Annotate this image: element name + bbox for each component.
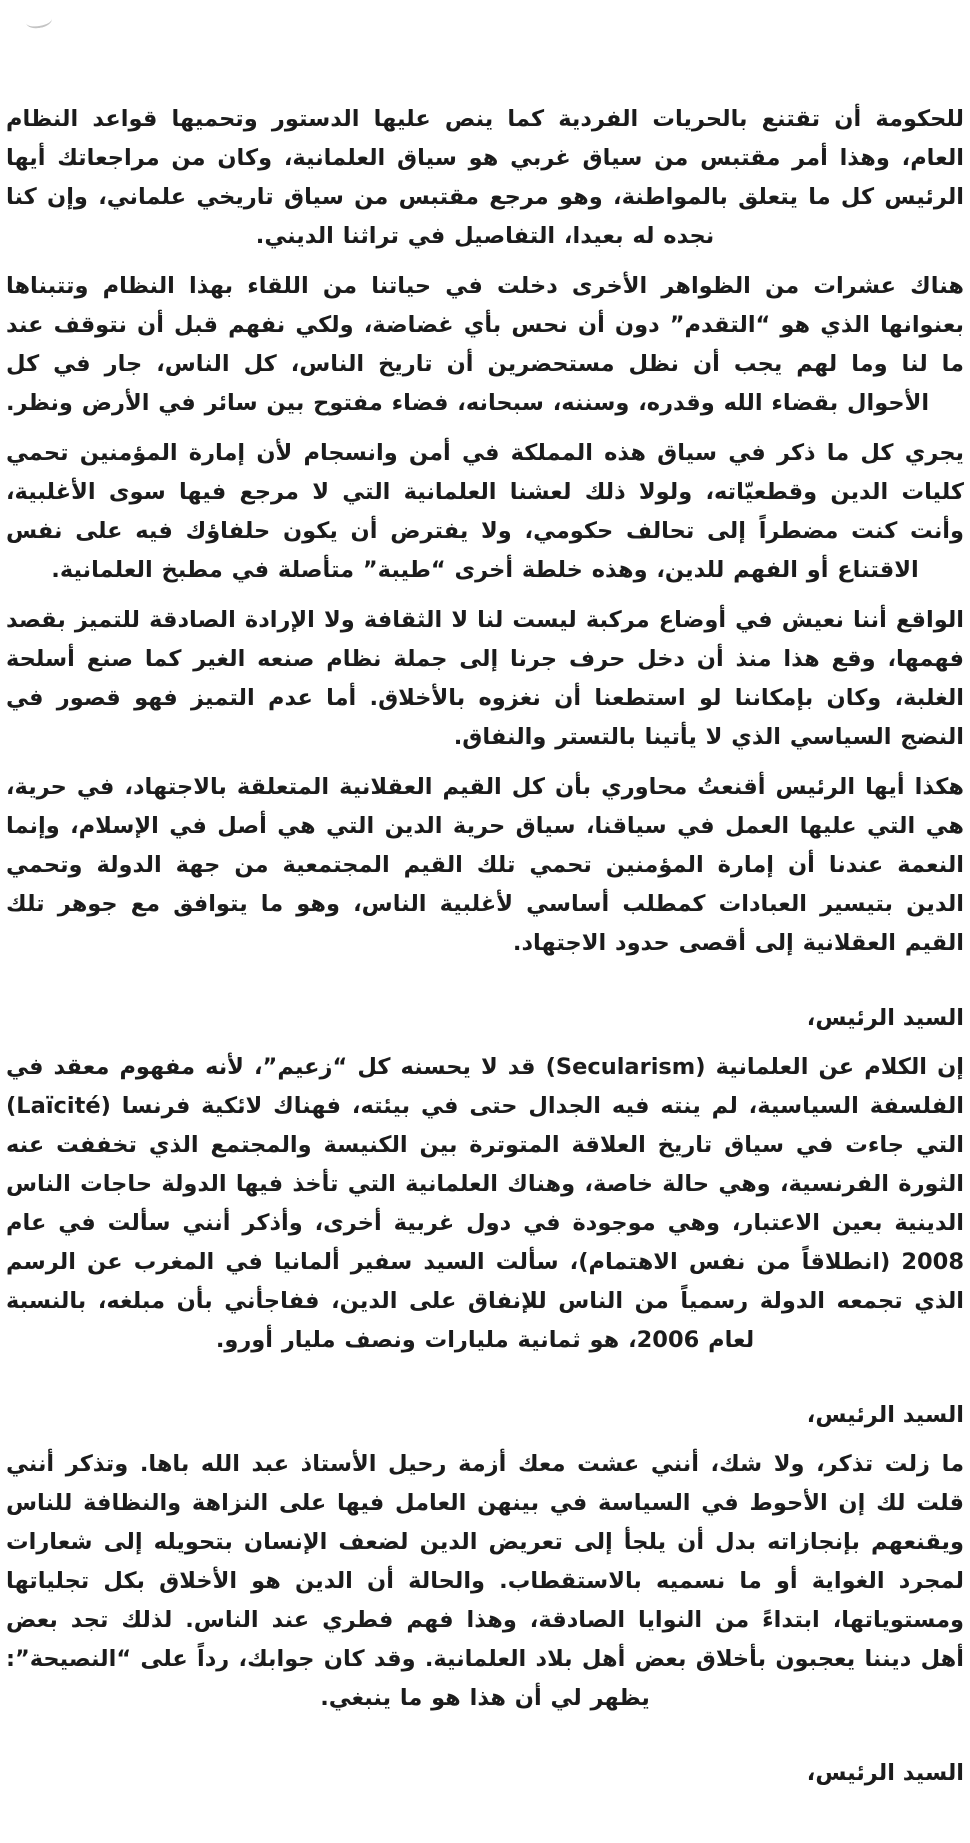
letter-paragraph-1: للحكومة أن تقتنع بالحريات الفردية كما ينص عليها الدستور وتحميها قواعد النظام العام، وهذا أمر مقتبس من سياق غربي هو سياق العلمانية، وكان من مراجعاتك أيها الرئيس كل ما يتعلق بالمواطنة، وهو مرجع مقتبس من سياق تاريخي علماني، وإن كنا نجده له بعيدا، التفاصيل في تراثنا الديني. [6,106,964,249]
letter-paragraph-4: الواقع أننا نعيش في أوضاع مركبة ليست لنا لا الثقافة ولا الإرادة الصادقة للتميز بقصد فهمها، وقع هذا منذ أن دخل حرف جرنا إلى جملة نظام صنعه الغير كما صنع أسلحة الغلبة، وكان بإمكاننا لو استطعنا أن نغزوه بالأخلاق. أما عدم التميز فهو قصور في النضج السياسي الذي لا يأتينا بالتستر والنفاق. [6,607,964,750]
letter-paragraph-3: يجري كل ما ذكر في سياق هذه المملكة في أمن وانسجام لأن إمارة المؤمنين تحمي كليات الدين وقطعيّاته، ولولا ذلك لعشنا العلمانية التي لا مرجع فيها سوى الأغلبية، وأنت كنت مضطراً إلى تحالف حكومي، ولا يفترض أن يكون حلفاؤك فيه على نفس الاقتناع أو الفهم للدين، وهذه خلطة أخرى “طيبة” متأصلة في مطبخ العلمانية. [6,440,964,583]
letter-paragraph-7: ما زلت تذكر، ولا شك، أنني عشت معك أزمة رحيل الأستاذ عبد الله باها. وتذكر أنني قلت لك إن الأحوط في السياسة في بينهن العامل فيها على النزاهة والنظافة للناس ويقنعهم بإنجازاته بدل أن يلجأ إلى تعريض الدين لضعف الإنسان بتحويله إلى شعارات لمجرد الغواية أو ما نسميه بالاستقطاب. والحالة أن الدين هو الأخلاق بكل تجلياتها ومستوياتها، ابتداءً من النوايا الصادقة، وهذا فهم فطري عند الناس. لذلك تجد بعض أهل ديننا يعجبون بأخلاق بعض أهل بلاد العلمانية. وقد كان جوابك، رداً على “النصيحة”: يظهر لي أن هذا هو ما ينبغي. [6,1451,964,1711]
salutation-line-2: السيد الرئيس، [806,1402,964,1428]
salutation-line-3: السيد الرئيس، [806,1760,964,1786]
salutation-line-1: السيد الرئيس، [806,1005,964,1031]
letter-paragraph-5: هكذا أيها الرئيس أقنعتُ محاوري بأن كل القيم العقلانية المتعلقة بالاجتهاد، في حرية، هي التي عليها العمل في سياقنا، سياق حرية الدين التي هي أصل في الإسلام، وإنما النعمة عندنا أن إمارة المؤمنين تحمي تلك القيم المجتمعية من جهة الدولة وتحمي الدين بتيسير العبادات كمطلب أساسي لأغلبية الناس، وهو ما يتوافق مع جوهر تلك القيم العقلانية إلى أقصى حدود الاجتهاد. [6,774,964,956]
letter-paragraph-6: إن الكلام عن العلمانية (Secularism) قد لا يحسنه كل “زعيم”، لأنه مفهوم معقد في الفلسفة السياسية، لم ينته فيه الجدال حتى في بيئته، فهناك لائكية فرنسا (Laïcité) التي جاءت في سياق تاريخ العلاقة المتوترة بين الكنيسة والمجتمع الذي تخففت عنه الثورة الفرنسية، وهي حالة خاصة، وهناك العلمانية التي تأخذ فيها الدولة حاجات الناس الدينية بعين الاعتبار، وهي موجودة في دول غربية أخرى، وأذكر أنني سألت في عام 2008 (انطلاقاً من نفس الاهتمام)، سألت السيد سفير ألمانيا في المغرب عن الرسم الذي تجمعه الدولة رسمياً من الناس للإنفاق على الدين، ففاجأني بأن مبلغه، بالنسبة لعام 2006، هو ثمانية مليارات ونصف مليار أورو. [6,1054,965,1353]
letter-paragraph-2: هناك عشرات من الظواهر الأخرى دخلت في حياتنا من اللقاء بهذا النظام وتتبناها بعنوانها الذي هو “التقدم” دون أن نحس بأي غضاضة، ولكي نفهم قبل أن نتوقف عند ما لنا وما لهم يجب أن نظل مستحضرين أن تاريخ الناس، كل الناس، جار في كل الأحوال بقضاء الله وقدره، وسننه، سبحانه، فضاء مفتوح بين سائر في الأرض ونظر. [6,273,964,416]
